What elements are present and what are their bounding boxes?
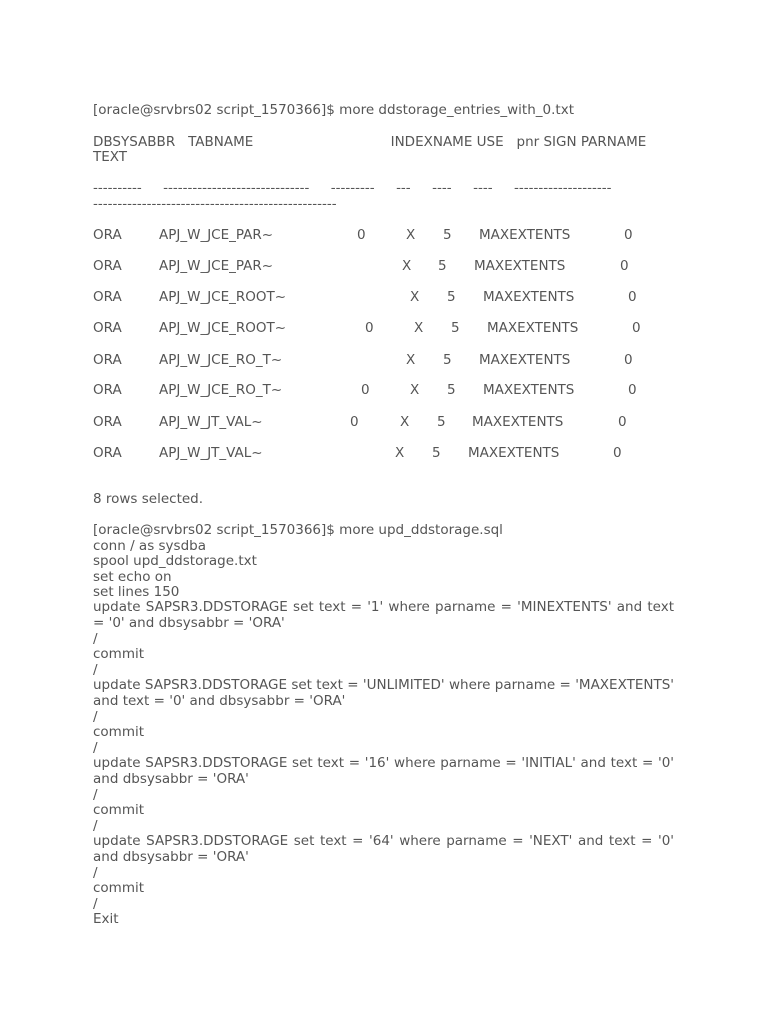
cell-use: X <box>395 445 405 461</box>
cell-indexname: 0 <box>361 382 370 398</box>
cell-parname: MAXEXTENTS <box>483 289 575 305</box>
cell-text: 0 <box>618 414 627 430</box>
cell-parname: MAXEXTENTS <box>483 382 575 398</box>
cell-pnr: 5 <box>432 445 441 461</box>
cell-tabname: APJ_W_JCE_ROOT~ <box>159 289 287 305</box>
sql-slash: / <box>93 865 98 881</box>
table-header-line1: DBSYSABBR TABNAME INDEXNAME USE pnr SIGN PARNAME <box>93 134 647 150</box>
cell-parname: MAXEXTENTS <box>487 320 579 336</box>
sql-slash: / <box>93 740 98 756</box>
cell-use: X <box>406 352 416 368</box>
cell-text: 0 <box>628 289 637 305</box>
cell-dbsysabbr: ORA <box>93 227 122 243</box>
cell-indexname: 0 <box>357 227 366 243</box>
sql-line: conn / as sysdba <box>93 538 206 554</box>
cell-use: X <box>406 227 416 243</box>
sql-slash: / <box>93 631 98 647</box>
cell-parname: MAXEXTENTS <box>472 414 564 430</box>
cell-parname: MAXEXTENTS <box>474 258 566 274</box>
cell-use: X <box>414 320 424 336</box>
sql-slash: / <box>93 818 98 834</box>
cell-tabname: APJ_W_JCE_PAR~ <box>159 227 274 243</box>
cell-pnr: 5 <box>438 258 447 274</box>
cell-text: 0 <box>632 320 641 336</box>
cell-tabname: APJ_W_JT_VAL~ <box>159 445 263 461</box>
cell-pnr: 5 <box>443 227 452 243</box>
cell-indexname: 0 <box>365 320 374 336</box>
cell-text: 0 <box>624 227 633 243</box>
sql-update-statement: update SAPSR3.DDSTORAGE set text = 'UNLIMITED' where parname = 'MAXEXTENTS' and text = '0' and dbsysabbr = 'ORA' <box>93 677 674 709</box>
sql-commit: commit <box>93 724 145 740</box>
cell-dbsysabbr: ORA <box>93 414 122 430</box>
table-separator-line1: ---------- ------------------------------ --------- --- ---- ---- -------------------- <box>93 180 612 196</box>
sql-line: spool upd_ddstorage.txt <box>93 553 257 569</box>
cell-tabname: APJ_W_JCE_PAR~ <box>159 258 274 274</box>
sql-commit: commit <box>93 802 145 818</box>
rows-selected-text: 8 rows selected. <box>93 491 204 507</box>
sql-update-statement: update SAPSR3.DDSTORAGE set text = '1' where parname = 'MINEXTENTS' and text = '0' and dbsysabbr = 'ORA' <box>93 599 674 631</box>
cell-pnr: 5 <box>447 382 456 398</box>
sql-line: set echo on <box>93 569 172 585</box>
cell-tabname: APJ_W_JCE_RO_T~ <box>159 382 283 398</box>
cell-parname: MAXEXTENTS <box>479 352 571 368</box>
cell-indexname: 0 <box>350 414 359 430</box>
sql-line: set lines 150 <box>93 584 180 600</box>
cell-tabname: APJ_W_JCE_RO_T~ <box>159 352 283 368</box>
cell-text: 0 <box>620 258 629 274</box>
sql-slash: / <box>93 709 98 725</box>
cell-dbsysabbr: ORA <box>93 258 122 274</box>
table-separator-line2: -------------------------------------------------- <box>93 196 337 212</box>
cell-dbsysabbr: ORA <box>93 352 122 368</box>
sql-commit: commit <box>93 880 145 896</box>
cell-pnr: 5 <box>437 414 446 430</box>
command-more-sql: [oracle@srvbrs02 script_1570366]$ more upd_ddstorage.sql <box>93 522 503 538</box>
cell-pnr: 5 <box>447 289 456 305</box>
sql-slash: / <box>93 662 98 678</box>
cell-use: X <box>410 382 420 398</box>
cell-dbsysabbr: ORA <box>93 445 122 461</box>
cell-pnr: 5 <box>451 320 460 336</box>
cell-use: X <box>410 289 420 305</box>
table-header-line2: TEXT <box>93 149 128 165</box>
sql-exit: Exit <box>93 911 119 927</box>
cell-parname: MAXEXTENTS <box>468 445 560 461</box>
cell-dbsysabbr: ORA <box>93 289 122 305</box>
cell-tabname: APJ_W_JCE_ROOT~ <box>159 320 287 336</box>
cell-tabname: APJ_W_JT_VAL~ <box>159 414 263 430</box>
sql-slash: / <box>93 896 98 912</box>
cell-dbsysabbr: ORA <box>93 320 122 336</box>
cell-pnr: 5 <box>443 352 452 368</box>
cell-parname: MAXEXTENTS <box>479 227 571 243</box>
cell-dbsysabbr: ORA <box>93 382 122 398</box>
cell-use: X <box>400 414 410 430</box>
cell-use: X <box>402 258 412 274</box>
cell-text: 0 <box>628 382 637 398</box>
sql-update-statement: update SAPSR3.DDSTORAGE set text = '64' where parname = 'NEXT' and text = '0' and dbsysabbr = 'ORA' <box>93 833 674 865</box>
cell-text: 0 <box>613 445 622 461</box>
sql-commit: commit <box>93 646 145 662</box>
sql-slash: / <box>93 787 98 803</box>
sql-update-statement: update SAPSR3.DDSTORAGE set text = '16' where parname = 'INITIAL' and text = '0' and dbsysabbr = 'ORA' <box>93 755 674 787</box>
command-more-entries: [oracle@srvbrs02 script_1570366]$ more ddstorage_entries_with_0.txt <box>93 102 574 118</box>
cell-text: 0 <box>624 352 633 368</box>
